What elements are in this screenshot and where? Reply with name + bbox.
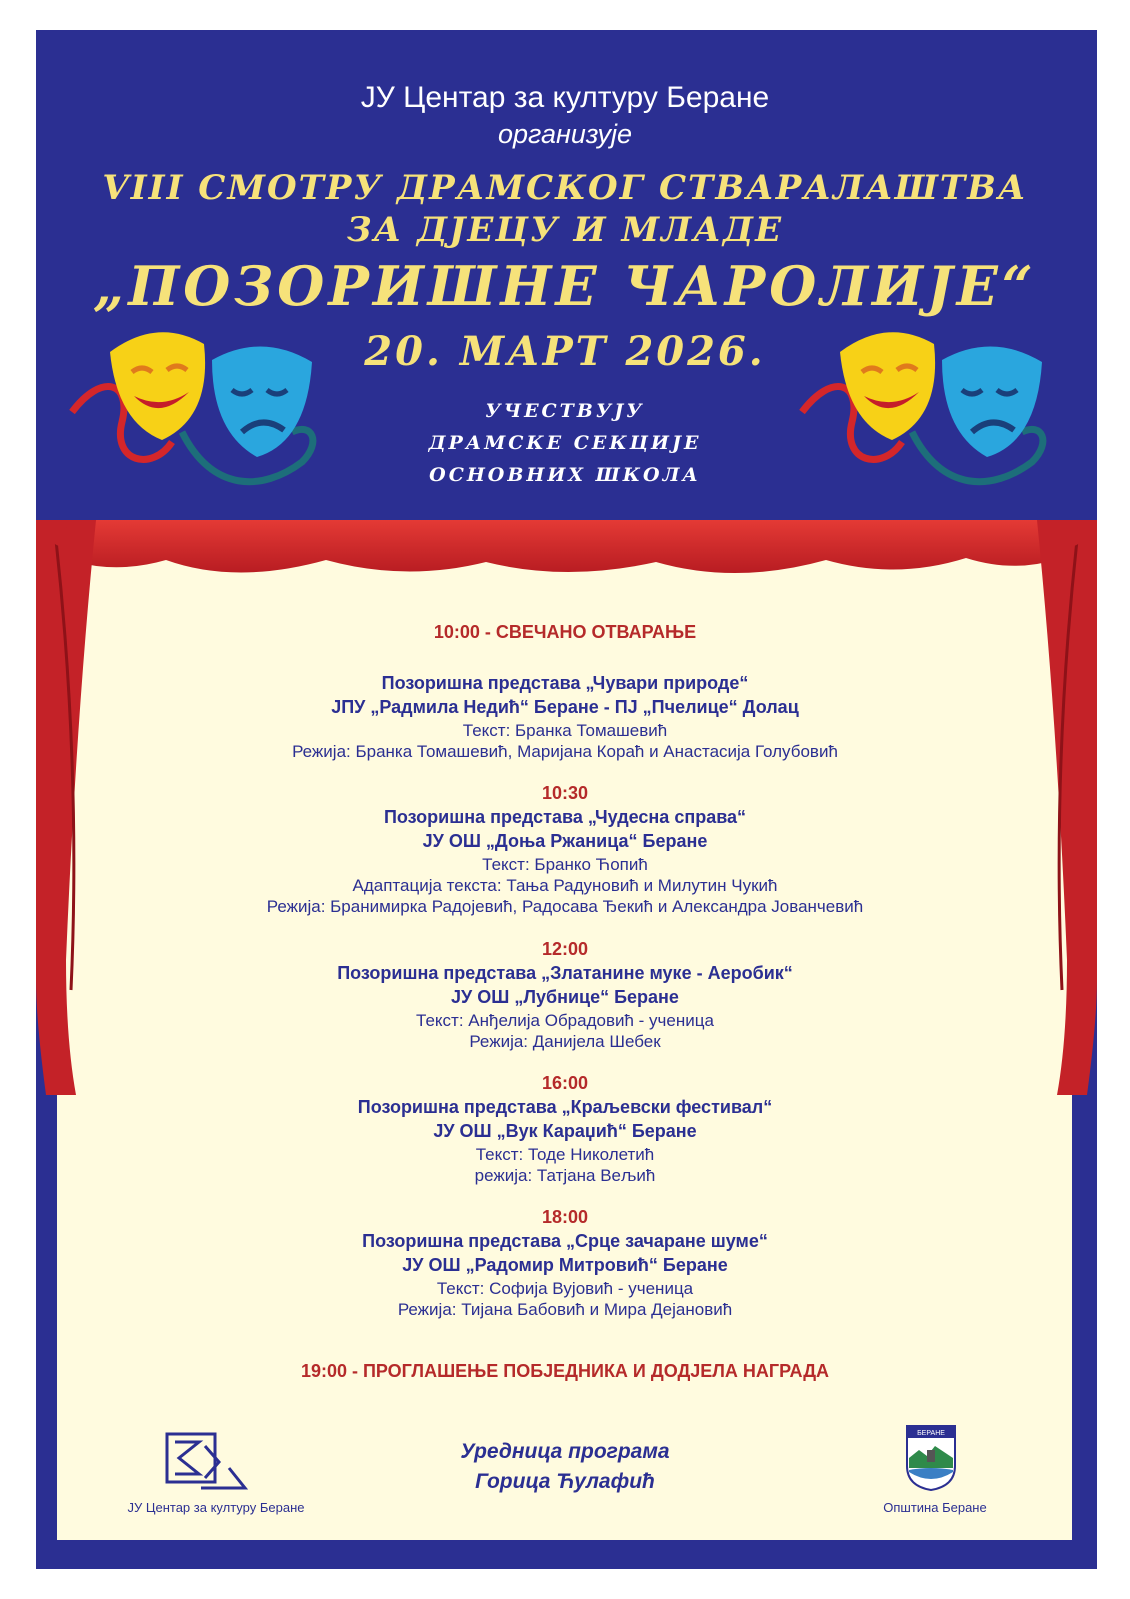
direction-credits: Режија: Бранка Томашевић, Маријана Кораћ и Анастасија Голубовић [292, 742, 838, 761]
school-name: ЈУ ОШ „Радомир Митровић“ Беране [402, 1255, 728, 1275]
text-author: Текст: Бранка Томашевић [462, 721, 668, 740]
adaptation-credits: Адаптација текста: Тања Радуновић и Милутин Чукић [352, 876, 778, 895]
editor-title: Уредница програма [460, 1440, 670, 1463]
school-name: ЈУ ОШ „Вук Караџић“ Беране [433, 1121, 697, 1141]
school-name: ЈПУ „Радмила Недић“ Беране - ПЈ „Пчелице“ Долац [331, 697, 799, 717]
text-author: Текст: Софија Вујовић - ученица [436, 1279, 694, 1298]
event-date: 20. МАРТ 2026. [364, 328, 766, 375]
direction-credits: режија: Татјана Вељић [474, 1166, 656, 1185]
school-name: ЈУ ОШ „Лубнице“ Беране [451, 987, 679, 1007]
direction-credits: Режија: Тијана Бабовић и Мира Дејановић [397, 1300, 733, 1319]
show-title: Позоришна представа „Чудесна справа“ [383, 807, 747, 827]
left-logo-caption: ЈУ Центар за културу Беране [127, 1500, 305, 1515]
text-author: Текст: Бранко Ћопић [482, 855, 648, 874]
closing-ceremony: 19:00 - ПРОГЛАШЕЊЕ ПОБЈЕДНИКА И ДОДЈЕЛА НАГРАДА [300, 1361, 830, 1381]
event-title-line-1: VIII СМОТРУ ДРАМСКОГ СТВАРАЛАШТВА [102, 168, 1028, 208]
editor-name: Горица Ћулафић [475, 1470, 655, 1493]
text-author: Текст: Тоде Николетић [475, 1145, 655, 1164]
direction-credits: Режија: Бранимирка Радојевић, Радосава Ђекић и Александра Јованчевић [266, 897, 864, 916]
municipality-crest-icon [905, 1424, 957, 1492]
event-title-line-2: ЗА ДЈЕЦУ И МЛАДЕ [346, 210, 784, 250]
crest-label: БЕРАНЕ [917, 1430, 945, 1437]
organizer-name: ЈУ Центар за културу Беране [360, 81, 770, 114]
school-name: ЈУ ОШ „Доња Ржаница“ Беране [422, 831, 708, 851]
slot-time: 10:30 [541, 783, 589, 803]
participants-line-1: УЧЕСТВУЈУ [485, 400, 645, 422]
right-logo-caption: Општина Беране [883, 1500, 987, 1515]
show-title: Позоришна представа „Златанине муке - Аеробик“ [337, 963, 793, 983]
participants-line-3: ОСНОВНИХ ШКОЛА [429, 464, 701, 486]
participants-line-2: ДРАМСКЕ СЕКЦИЈЕ [428, 432, 702, 454]
text-author: Текст: Анђелија Обрадовић - ученица [416, 1011, 714, 1030]
slot-time: 12:00 [541, 939, 589, 959]
slot-time: 18:00 [541, 1207, 589, 1227]
event-title-main: „ПОЗОРИШНЕ ЧАРОЛИЈЕ“ [93, 254, 1037, 318]
organizes-label: организује [497, 119, 633, 149]
slot-time: 16:00 [541, 1073, 589, 1093]
show-title: Позоришна представа „Краљевски фестивал“ [357, 1097, 773, 1117]
show-title: Позоришна представа „Чувари природе“ [381, 673, 749, 693]
direction-credits: Режија: Данијела Шебек [469, 1032, 661, 1051]
show-title: Позоришна представа „Срце зачаране шуме“ [362, 1231, 768, 1251]
opening-time: 10:00 - СВЕЧАНО ОТВАРАЊЕ [433, 622, 697, 642]
